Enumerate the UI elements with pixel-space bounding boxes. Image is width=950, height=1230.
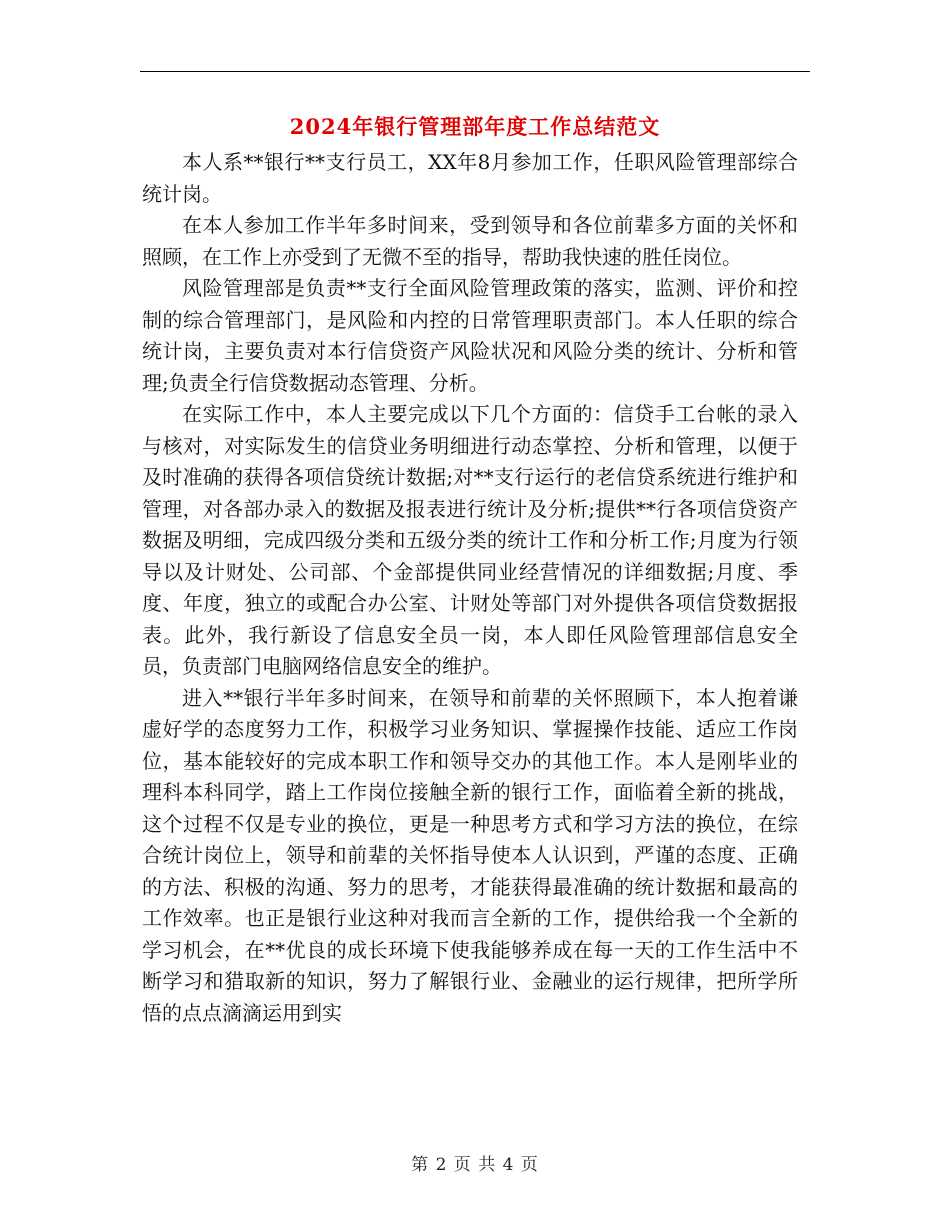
paragraph-3: 风险管理部是负责**支行全面风险管理政策的落实，监测、评价和控制的综合管理部门，是风险和内控的日常管理职责部门。本人任职的综合统计岗，主要负责对本行信贷资产风险状况和风险分类的统计、分析和管理;负责全行信贷数据动态管理、分析。 [142,276,798,395]
document-title: 2024年银行管理部年度工作总结范文 [289,114,661,139]
page-number-footer: 第 2 页 共 4 页 [411,1155,539,1175]
paragraph-2: 在本人参加工作半年多时间来，受到领导和各位前辈多方面的关怀和照顾，在工作上亦受到了无微不至的指导，帮助我快速的胜任岗位。 [142,213,798,269]
paragraph-4: 在实际工作中，本人主要完成以下几个方面的：信贷手工台帐的录入与核对，对实际发生的信贷业务明细进行动态掌控、分析和管理，以便于及时准确的获得各项信贷统计数据;对**支行运行的老信贷系统进行维护和管理，对各部办录入的数据及报表进行统计及分析;提供**行各项信贷资产数据及明细，完成四级分类和五级分类的统计工作和分析工作;月度为行领导以及计财处、公司部、个金部提供同业经营情况的详细数据;月度、季度、年度，独立的或配合办公室、计财处等部门对外提供各项信贷数据报表。此外，我行新设了信息安全员一岗，本人即任风险管理部信息安全员，负责部门电脑网络信息安全的维护。 [142,402,798,678]
document-body [142,147,798,1029]
header-rule [140,71,810,72]
paragraph-1: 本人系**银行**支行员工，XX年8月参加工作，任职风险管理部综合统计岗。 [142,150,798,206]
paragraph-5: 进入**银行半年多时间来，在领导和前辈的关怀照顾下，本人抱着谦虚好学的态度努力工作，积极学习业务知识、掌握操作技能、适应工作岗位，基本能较好的完成本职工作和领导交办的其他工作。本人是刚毕业的理科本科同学，踏上工作岗位接触全新的银行工作，面临着全新的挑战，这个过程不仅是专业的换位，更是一种思考方式和学习方法的换位，在综合统计岗位上，领导和前辈的关怀指导使本人认识到，严谨的态度、正确的方法、积极的沟通、努力的思考，才能获得最准确的统计数据和最高的工作效率。也正是银行业这种对我而言全新的工作，提供给我一个全新的学习机会，在**优良的成长环境下使我能够养成在每一天的工作生活中不断学习和猎取新的知识，努力了解银行业、金融业的运行规律，把所学所悟的点点滴滴运用到实 [142,685,798,1025]
